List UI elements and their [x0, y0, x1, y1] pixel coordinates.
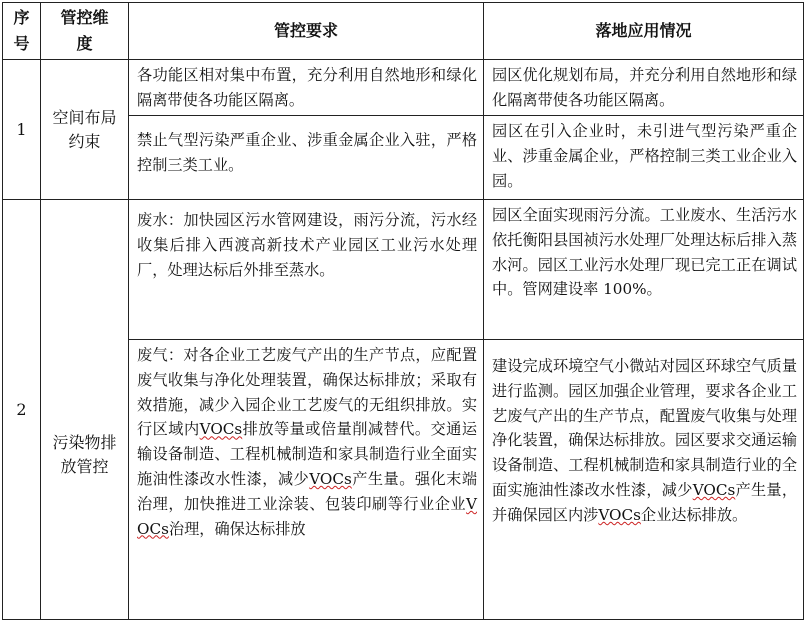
row-seq-1: 1	[3, 60, 41, 200]
application-cell: 园区全面实现雨污分流。工业废水、生活污水依托衡阳县国祯污水处理厂处理达标后排入蒸水河。园区工业污水处理厂现已完工正在调试中。管网建设率 100%。	[484, 200, 804, 340]
vocs-term: VOCs	[598, 505, 641, 524]
application-cell: 园区优化规划布局，并充分利用自然地形和绿化隔离带使各功能区隔离。	[484, 60, 804, 116]
text-segment: 治理，确保达标排放	[168, 519, 306, 538]
table-row	[3, 200, 804, 340]
row-seq-2: 2	[3, 200, 41, 620]
row-dimension-2: 污染物排放管控	[41, 200, 129, 620]
vocs-term: VOCs	[137, 494, 477, 538]
text-segment: 产生量，并确保园区内涉	[492, 480, 798, 524]
row-dimension-1: 空间布局约束	[41, 60, 129, 200]
header-seq: 序号	[3, 3, 41, 60]
requirement-cell: 各功能区相对集中布置，充分利用自然地形和绿化隔离带使各功能区隔离。	[129, 60, 484, 116]
header-dimension: 管控维度	[41, 3, 129, 60]
text-segment: 建设完成环境空气小微站对园区环球空气质量进行监测。园区加强企业管理，要求各企业工艺废气产出的生产节点，配置废气收集与处理净化装置，确保达标排放。园区要求交通运输设备制造、工程机械制造和家具制造行业的全面实施油性漆改水性漆，减少	[492, 357, 797, 499]
text-segment: 排放等量或倍量削减替代。交通运输设备制造、工程机械制造和家具制造行业全面实施油性漆改水性漆，减少	[137, 420, 478, 488]
vocs-term: VOCs	[199, 420, 243, 439]
text-segment: 产生量。强化末端治理，加快推进工业涂装、包装印刷等行业企业	[137, 469, 478, 513]
control-requirements-table	[2, 2, 804, 620]
header-requirement: 管控要求	[129, 3, 484, 60]
header-row	[3, 3, 804, 60]
requirement-cell	[129, 340, 484, 620]
requirement-cell: 禁止气型污染严重企业、涉重金属企业入驻，严格控制三类工业。	[129, 116, 484, 200]
text-segment: 废气：对各企业工艺废气产出的生产节点，应配置废气收集与净化处理装置，确保达标排放；采取有效措施，减少入园企业工艺废气的无组织排放。实行区域内	[137, 346, 477, 439]
header-application: 落地应用情况	[484, 3, 804, 60]
table-row	[3, 60, 804, 116]
vocs-term: VOCs	[309, 469, 352, 488]
application-cell: 园区在引入企业时，未引进气型污染严重企业、涉重金属企业，严格控制三类工业企业入园。	[484, 116, 804, 200]
text-segment: 企业达标排放。	[640, 505, 748, 524]
application-cell	[484, 340, 804, 620]
requirement-cell: 废水：加快园区污水管网建设，雨污分流，污水经收集后排入西渡高新技术产业园区工业污水处理厂，处理达标后外排至蒸水。	[129, 200, 484, 340]
vocs-term: VOCs	[692, 480, 736, 499]
